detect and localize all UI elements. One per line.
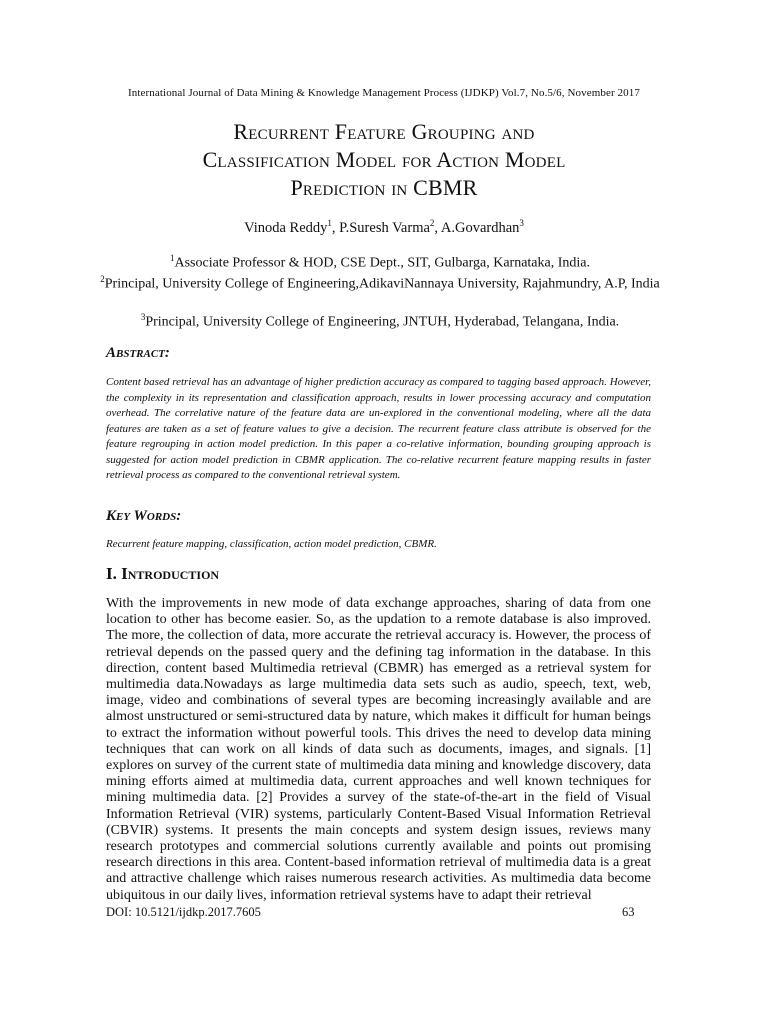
page-number: 63 bbox=[622, 905, 635, 919]
author-2: P.Suresh Varma bbox=[339, 219, 430, 236]
author-3: A.Govardhan bbox=[440, 219, 520, 236]
keywords-heading: Key Words: bbox=[106, 508, 182, 524]
author-2-sup: 2 bbox=[429, 218, 435, 228]
introduction-text: With the improvements in new mode of data exchange approaches, sharing of data from one location to other has become easier. So, as the updation to a remote database is also improved. The more, the collection of data, more accurate the retrieval accuracy is. However, the process of retrieval depends on the passed query and the defining tag information in the database. In this direction, content based Multimedia retrieval (CBMR) has emerged as a retrieval system for multimedia data.Nowadays as large multimedia data sets such as audio, speech, text, web, image, video and combinations of several types are becoming increasingly available and are almost unstructured or semi-structured data by nature, which makes it difficult for human beings to extract the information without powerful tools. This drives the need to develop data mining techniques that can work on all kinds of data such as documents, images, and signals. [1] explores on survey of the current state of multimedia data mining and knowledge discovery, data mining efforts aimed at multimedia data, current approaches and well known techniques for mining multimedia data. [2] Provides a survey of the state-of-the-art in the field of Visual Information Retrieval (VIR) systems, particularly Content-Based Visual Information Retrieval (CBVIR) systems. It presents the main concepts and system design issues, reviews many research prototypes and commercial solutions currently available and points out promising research directions in this area. Content-based information retrieval of multimedia data is a great and attractive challenge which raises numerous research activities. As multimedia data become ubiquitous in our daily lives, information retrieval systems have to adapt their retrieval bbox=[106, 596, 651, 903]
affiliation-2-text: Principal, University College of Engineering,AdikaviNannaya University, Rajahmundry, A.P, India bbox=[104, 276, 660, 292]
affiliation-2 bbox=[100, 271, 660, 293]
paper-title bbox=[100, 118, 668, 202]
keywords-text: Recurrent feature mapping, classification, action model prediction, CBMR. bbox=[106, 538, 437, 550]
introduction-heading: I. Introduction bbox=[106, 564, 220, 583]
author-1: Vinoda Reddy bbox=[244, 219, 328, 236]
title-line-2: Classification Model for Action Model bbox=[202, 147, 566, 172]
doi-footer: DOI: 10.5121/ijdkp.2017.7605 bbox=[106, 905, 261, 919]
affiliation-3-sup: 3 bbox=[140, 312, 146, 322]
affiliation-1-text: Associate Professor & HOD, CSE Dept., SIT, Gulbarga, Karnataka, India. bbox=[174, 255, 590, 271]
author-3-sup: 3 bbox=[519, 218, 524, 228]
affiliation-3 bbox=[100, 309, 660, 331]
title-line-3: Prediction in CBMR bbox=[290, 175, 478, 200]
abstract-heading: Abstract: bbox=[106, 345, 170, 361]
affiliation-1-sup: 1 bbox=[169, 253, 175, 263]
author-1-sup: 1 bbox=[327, 218, 332, 228]
affiliation-3-text: Principal, University College of Engineering, JNTUH, Hyderabad, Telangana, India. bbox=[145, 314, 620, 330]
abstract-text: Content based retrieval has an advantage of higher prediction accuracy as compared to tagging based approach. However, the complexity in its representation and classification approach, results in lower processing accuracy and computation overhead. The correlative nature of the feature data are un-explored in the conventional modeling, where all the data features are taken as a set of feature values to give a decision. The recurrent feature class attribute is observed for the feature regrouping in action model prediction. In this paper a co-relative information, bounding grouping approach is suggested for action model prediction in CBMR application. The co-relative recurrent feature mapping results in faster retrieval process as compared to the conventional retrieval system. bbox=[106, 376, 651, 481]
affiliation-1 bbox=[100, 250, 660, 272]
author-list: Vinoda Reddy$^1$, P.Suresh Varma$^2$, A.Govardhan$^3$ bbox=[244, 218, 524, 236]
journal-header: International Journal of Data Mining & Knowledge Management Process (IJDKP) Vol.7, No.5/6, November 2017 bbox=[128, 87, 640, 99]
affiliation-2-sup: 2 bbox=[100, 274, 105, 284]
title-line-1: Recurrent Feature Grouping and bbox=[233, 119, 535, 144]
